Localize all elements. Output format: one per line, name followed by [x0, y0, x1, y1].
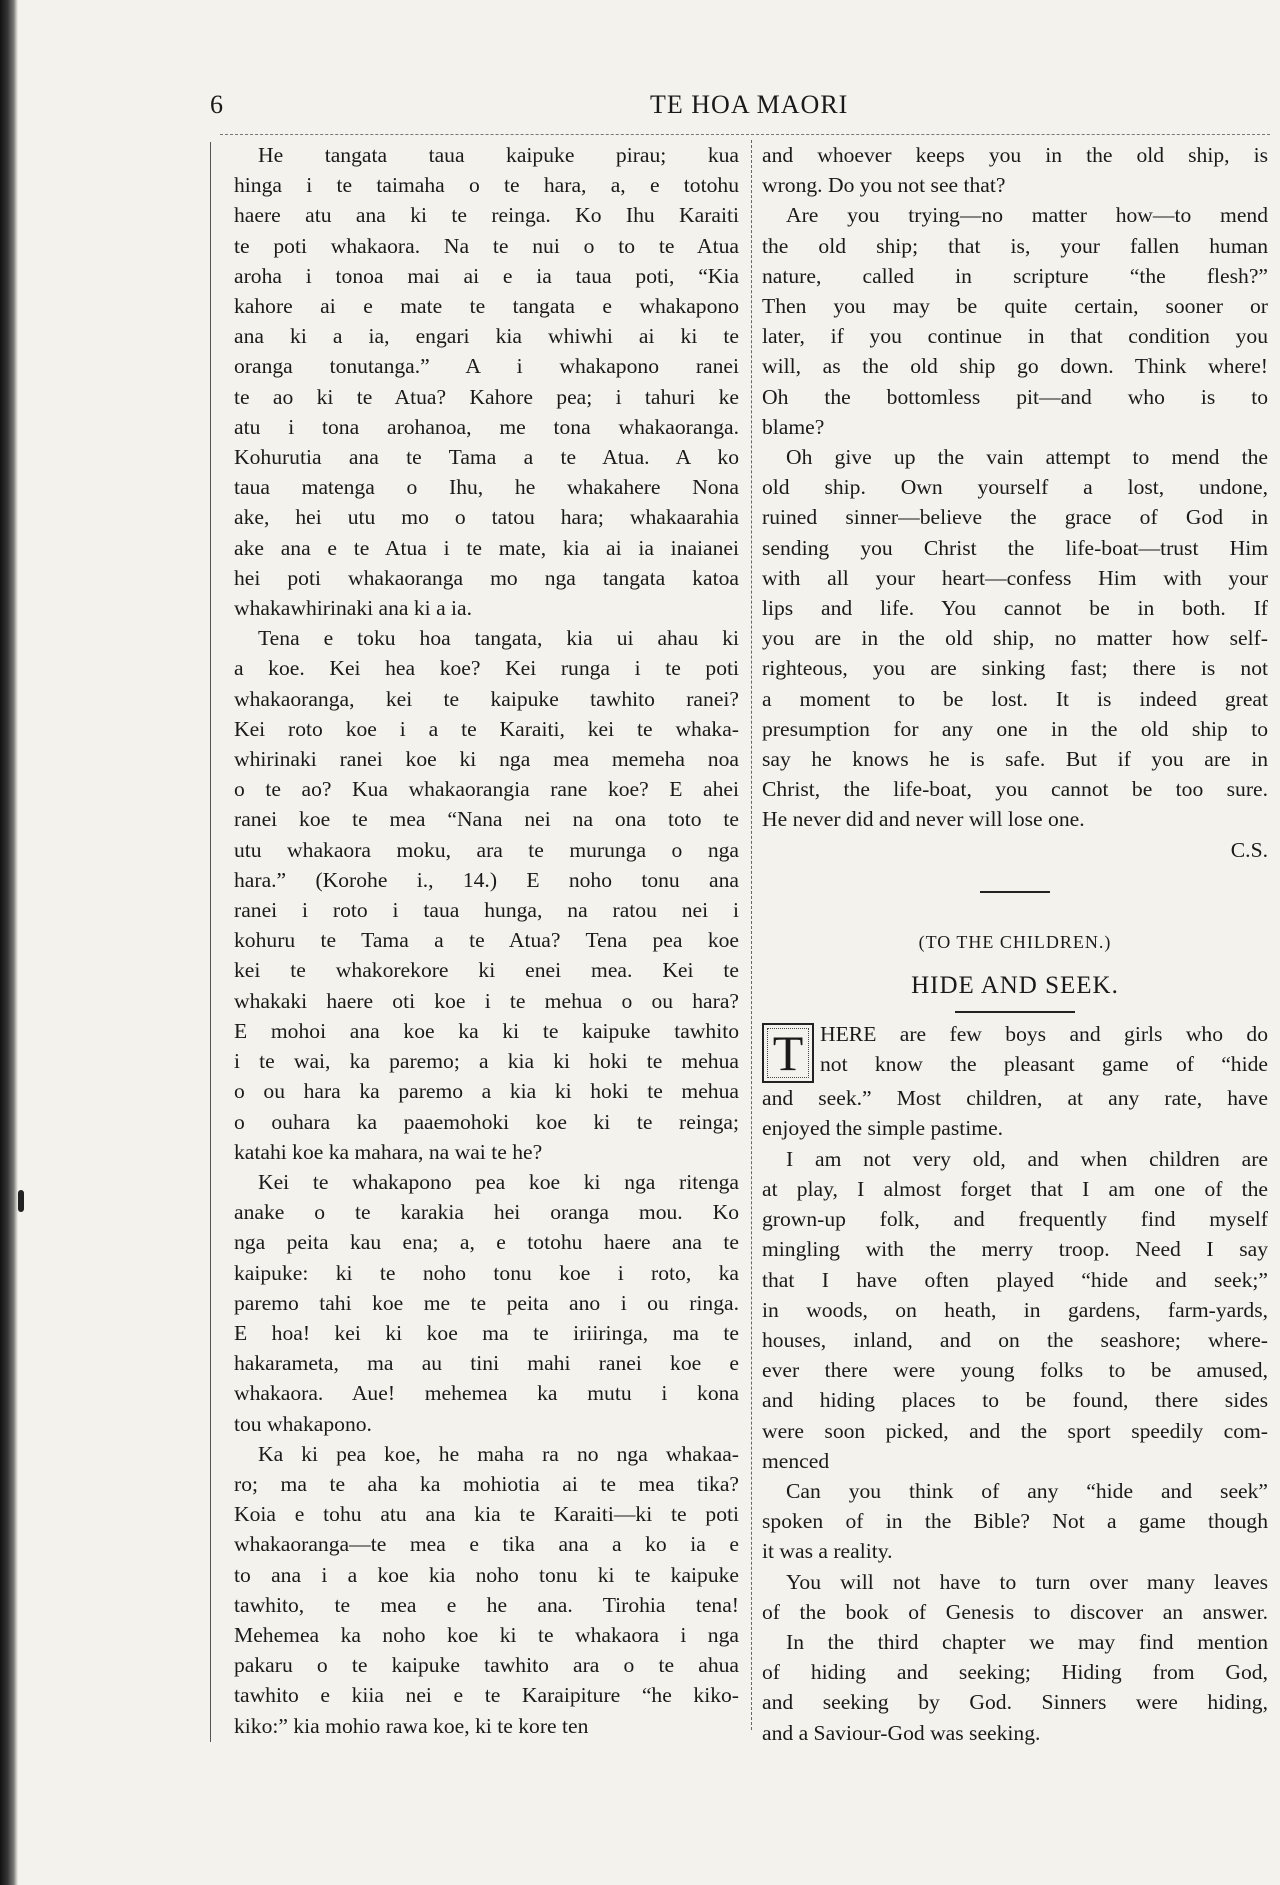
first-paragraph: [762, 1019, 1268, 1082]
text-line: oranga tonutanga.” A i whakapono ranei: [234, 354, 739, 379]
text-line: grown-up folk, and frequently find myself: [762, 1207, 1268, 1232]
life-boat-article: [762, 140, 1268, 835]
text-line: te poti whakaora. Na te nui o to te Atua: [234, 233, 739, 258]
page-header: [210, 90, 1272, 130]
text-line: aroha i tonoa mai ai e ia taua poti, “Kia: [234, 263, 739, 288]
text-line: wrong. Do you not see that?: [762, 173, 1006, 198]
text-line: whakawhirinaki ana ki a ia.: [234, 596, 473, 621]
text-line: hinga i te taimaha o te hara, a, e totohu: [234, 173, 739, 198]
text-line: Oh the bottomless pit—and who is to: [762, 384, 1268, 409]
text-line: taua matenga o Ihu, he whakahere Nona: [234, 475, 739, 500]
text-line: righteous, you are sinking fast; there is not: [762, 656, 1268, 681]
text-line: blame?: [762, 414, 825, 439]
column-divider: [751, 140, 752, 1730]
text-line: presumption for any one in the old ship to: [762, 716, 1268, 741]
text-line: Tena e toku hoa tangata, kia ui ahau ki: [258, 626, 739, 651]
text-line: kohuru te Tama a te Atua? Tena pea koe: [234, 928, 739, 953]
text-line: sending you Christ the life-boat—trust Him: [762, 535, 1268, 560]
text-line: katahi koe ka mahara, na wai te he?: [234, 1139, 543, 1164]
text-line: te ao ki te Atua? Kahore pea; i tahuri ke: [234, 384, 739, 409]
text-line: with all your heart—confess Him with your: [762, 565, 1268, 590]
text-line: mingling with the merry troop. Need I say: [762, 1237, 1268, 1262]
section-separator: [980, 891, 1050, 893]
text-line: o te ao? Kua whakaorangia rane koe? E ahei: [234, 777, 739, 802]
text-line: hei poti whakaoranga mo nga tangata katoa: [234, 565, 739, 590]
text-line: i te wai, ka paremo; a kia ki hoki te mehua: [234, 1049, 739, 1074]
text-line: whirinaki ranei koe ki nga mea memeha noa: [234, 747, 739, 772]
book-binding-edge: [0, 0, 18, 1885]
text-line: houses, inland, and on the seashore; where-: [762, 1327, 1268, 1352]
text-line: to ana i a koe kia noho tonu ki te kaipuke: [234, 1562, 739, 1587]
text-line: Kohurutia ana te Tama a te Atua. A ko: [234, 445, 739, 470]
text-line: say he knows he is safe. But if you are in: [762, 747, 1268, 772]
text-line: paremo tahi koe me te peita ano i ou ringa.: [234, 1290, 739, 1315]
binding-mark: [18, 1190, 24, 1212]
text-line: Koia e tohu atu ana kia te Karaiti—ki te poti: [234, 1502, 739, 1527]
text-line: hara.” (Korohe i., 14.) E noho tonu ana: [234, 867, 739, 892]
text-line: ana ki a ia, engari kia whiwhi ai ki te: [234, 324, 739, 349]
page-number: 6: [210, 90, 223, 119]
text-line: a moment to be lost. It is indeed great: [762, 686, 1268, 711]
text-line: old ship. Own yourself a lost, undone,: [762, 475, 1268, 500]
text-line: nga peita kau ena; a, e totohu haere ana te: [234, 1230, 739, 1255]
text-line: ever there were young folks to be amused,: [762, 1358, 1268, 1383]
decorative-dropcap: [762, 1023, 814, 1083]
text-line: were soon picked, and the sport speedily com-: [762, 1418, 1268, 1443]
maori-text-column: [234, 140, 739, 1741]
text-line: Are you trying—no matter how—to mend: [786, 203, 1268, 228]
text-line: ake ana e te Atua i te mate, kia ai ia inaianei: [234, 535, 739, 560]
text-line: spoken of in the Bible? Not a game though: [762, 1509, 1268, 1534]
text-line: Oh give up the vain attempt to mend the: [786, 445, 1268, 470]
text-line: ruined sinner—believe the grace of God in: [762, 505, 1268, 530]
text-line: Kei roto koe i a te Karaiti, kei te whaka-: [234, 716, 739, 741]
text-line: and whoever keeps you in the old ship, is: [762, 143, 1268, 167]
text-line: in woods, on heath, in gardens, farm-yards,: [762, 1297, 1268, 1322]
text-line: that I have often played “hide and seek;”: [762, 1267, 1268, 1292]
text-line: and a Saviour-God was seeking.: [762, 1720, 1041, 1745]
text-line: at play, I almost forget that I am one of the: [762, 1176, 1268, 1201]
text-line: ake, hei utu mo o tatou hara; whakaarahia: [234, 505, 739, 530]
text-line: you are in the old ship, no matter how self-: [762, 626, 1268, 651]
text-line: whakaki haere oti koe i te mehua o ou hara?: [234, 988, 739, 1013]
text-line: kaipuke: ki te noho tonu koe i roto, ka: [234, 1260, 739, 1285]
text-line: a koe. Kei hea koe? Kei runga i te poti: [234, 656, 739, 681]
text-line: You will not have to turn over many leaves: [786, 1569, 1268, 1594]
text-line: not know the pleasant game of “hide: [820, 1052, 1268, 1077]
text-line: He tangata taua kaipuke pirau; kua: [258, 143, 739, 167]
header-rule: [220, 134, 1270, 135]
left-margin-rule: [210, 142, 211, 1742]
author-signature: C.S.: [1230, 837, 1268, 862]
text-line: and seek.” Most children, at any rate, have: [762, 1086, 1268, 1111]
text-line: kiko:” kia mohio rawa koe, ki te kore ten: [234, 1713, 589, 1738]
text-line: ranei koe te mea “Nana nei na ona toto te: [234, 807, 739, 832]
text-line: tawhito, te mea e he ana. Tirohia tena!: [234, 1592, 739, 1617]
text-line: kahore ai e mate te tangata e whakapono: [234, 294, 739, 319]
text-line: enjoyed the simple pastime.: [762, 1116, 1004, 1141]
text-line: lips and life. You cannot be in both. If: [762, 596, 1268, 621]
text-line: Can you think of any “hide and seek”: [786, 1478, 1268, 1503]
text-line: Kei te whakapono pea koe ki nga ritenga: [258, 1169, 739, 1194]
text-line: pakaru o te kaipuke tawhito ara o te ahua: [234, 1653, 739, 1678]
text-line: o ou hara ka paremo a kia ki hoki te mehua: [234, 1079, 739, 1104]
text-line: it was a reality.: [762, 1539, 893, 1564]
dropcap-letter: T: [772, 1025, 804, 1082]
text-line: the old ship; that is, your fallen human: [762, 233, 1268, 258]
text-line: Mehemea ka noho koe ki te whakaora i nga: [234, 1622, 739, 1647]
text-line: of hiding and seeking; Hiding from God,: [762, 1660, 1268, 1685]
text-line: Then you may be quite certain, sooner or: [762, 294, 1268, 319]
title-rule: [955, 1011, 1075, 1013]
text-line: Ka ki pea koe, he maha ra no nga whakaa-: [258, 1441, 739, 1466]
text-line: ranei i roto i taua hunga, na ratou nei i: [234, 898, 739, 923]
text-line: later, if you continue in that condition you: [762, 324, 1268, 349]
text-line: and hiding places to be found, there sides: [762, 1388, 1268, 1413]
text-line: He never did and never will lose one.: [762, 807, 1085, 832]
text-line: will, as the old ship go down. Think where!: [762, 354, 1268, 379]
article-title: HIDE AND SEEK.: [911, 972, 1119, 1000]
text-line: nature, called in scripture “the flesh?”: [762, 263, 1268, 288]
text-line: ro; ma te aha ka mohiotia ai te mea tika?: [234, 1471, 739, 1496]
text-line: utu whakaora moku, ara te murunga o nga: [234, 837, 739, 862]
running-title: TE HOA MAORI: [650, 90, 849, 119]
text-line: whakaoranga, kei te kaipuke tawhito ranei?: [234, 686, 739, 711]
text-line: of the book of Genesis to discover an answer.: [762, 1599, 1268, 1624]
text-line: tawhito e kiia nei e te Karaipiture “he kiko-: [234, 1683, 739, 1708]
text-line: o ouhara ka paaemohoki koe ki te reinga;: [234, 1109, 739, 1134]
text-line: haere atu ana ki te reinga. Ko Ihu Karaiti: [234, 203, 739, 228]
text-line: E hoa! kei ki koe ma te iriiringa, ma te: [234, 1320, 739, 1345]
text-line: Christ, the life-boat, you cannot be too sure.: [762, 777, 1268, 802]
text-line: In the third chapter we may find mention: [786, 1629, 1268, 1654]
text-line: E mohoi ana koe ka ki te kaipuke tawhito: [234, 1018, 739, 1043]
text-line: tou whakapono.: [234, 1411, 372, 1436]
text-line: whakaoranga—te mea e tika ana a ko ia e: [234, 1532, 739, 1557]
text-line: hakarameta, ma au tini mahi ranei koe e: [234, 1351, 739, 1376]
text-line: menced: [762, 1448, 830, 1473]
text-line: HERE are few boys and girls who do: [820, 1022, 1268, 1047]
text-line: anake o te karakia hei oranga mou. Ko: [234, 1200, 739, 1225]
section-subheading: (TO THE CHILDREN.): [918, 931, 1112, 952]
text-line: atu i tona arohanoa, me tona whakaoranga.: [234, 414, 739, 439]
hide-and-seek-article: [762, 1083, 1268, 1747]
text-line: kei te whakorekore ki enei mea. Kei te: [234, 958, 739, 983]
english-text-column: [762, 140, 1268, 1748]
text-line: whakaora. Aue! mehemea ka mutu i kona: [234, 1381, 739, 1406]
text-line: and seeking by God. Sinners were hiding,: [762, 1690, 1268, 1715]
text-line: I am not very old, and when children are: [786, 1146, 1268, 1171]
